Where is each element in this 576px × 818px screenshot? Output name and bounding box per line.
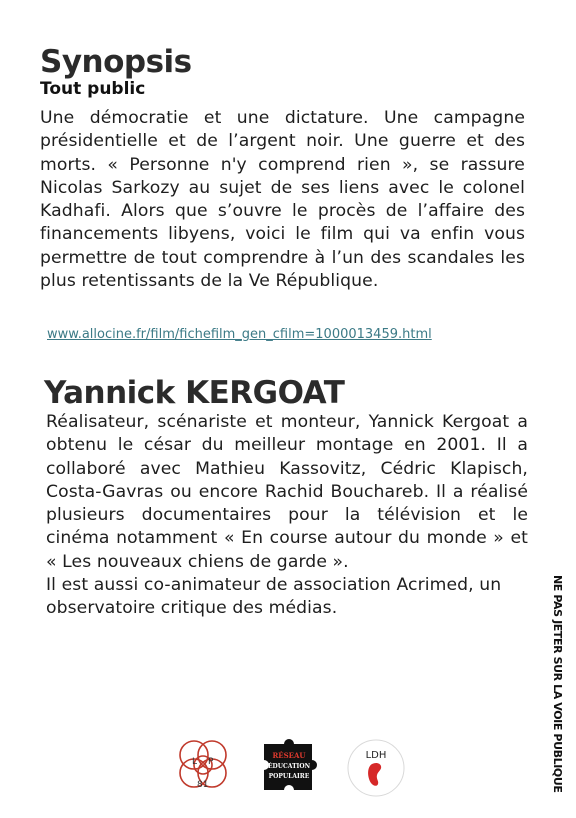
reseau-line-2: ÉDUCATION	[267, 763, 311, 770]
director-name: Yannick KERGOAT	[44, 375, 345, 411]
synopsis-section	[40, 44, 530, 99]
audience-label: Tout public	[40, 79, 146, 99]
lp-number: 81	[197, 780, 209, 790]
lp81-logo	[172, 735, 234, 797]
synopsis-heading: Synopsis	[40, 44, 192, 80]
reseau-line-1: RÉSEAU	[272, 751, 306, 760]
director-bio: Réalisateur, scénariste et monteur, Yannick Kergoat a obtenu le césar du meilleur montage en 2001. Il a collaboré avec Mathieu Kassovitz, Cédric Klapisch, Costa-Gavras ou encore Rachid Bouchareb. Il a réalisé plusieurs documentaires pour la télévision et le cinéma notamment « En course autour du monde » et « Les nouveaux chiens de garde ».	[46, 412, 528, 572]
lp-letter-p: P	[208, 757, 214, 767]
lp-letter-l: L	[192, 757, 198, 767]
allocine-link[interactable]: www.allocine.fr/film/fichefilm_gen_cfilm=1000013459.html	[47, 327, 432, 342]
synopsis-text: Une démocratie et une dictature. Une campagne présidentielle et de l’argent noir. Une guerre et des morts. « Personne n'y comprend rien », se rassure Nicolas Sarkozy au sujet de ses liens avec le colonel Kadhafi. Alors que s’ouvre le procès de l’affaire des financements libyens, voici le film qui va enfin vous permettre de tout comprendre à l’un des scandales les plus retentissants de la Ve République.	[40, 108, 525, 292]
director-section	[44, 375, 534, 411]
ldh-letters: LDH	[365, 750, 387, 761]
reseau-line-3: POPULAIRE	[268, 773, 310, 780]
director-bio-2: Il est aussi co-animateur de association Acrimed, un observatoire critique des médias.	[46, 575, 502, 619]
reseau-education-populaire-logo	[260, 738, 322, 796]
do-not-litter-note: NE PAS JETER SUR LA VOIE PUBLIQUE	[551, 575, 564, 793]
ldh-logo	[345, 737, 407, 799]
